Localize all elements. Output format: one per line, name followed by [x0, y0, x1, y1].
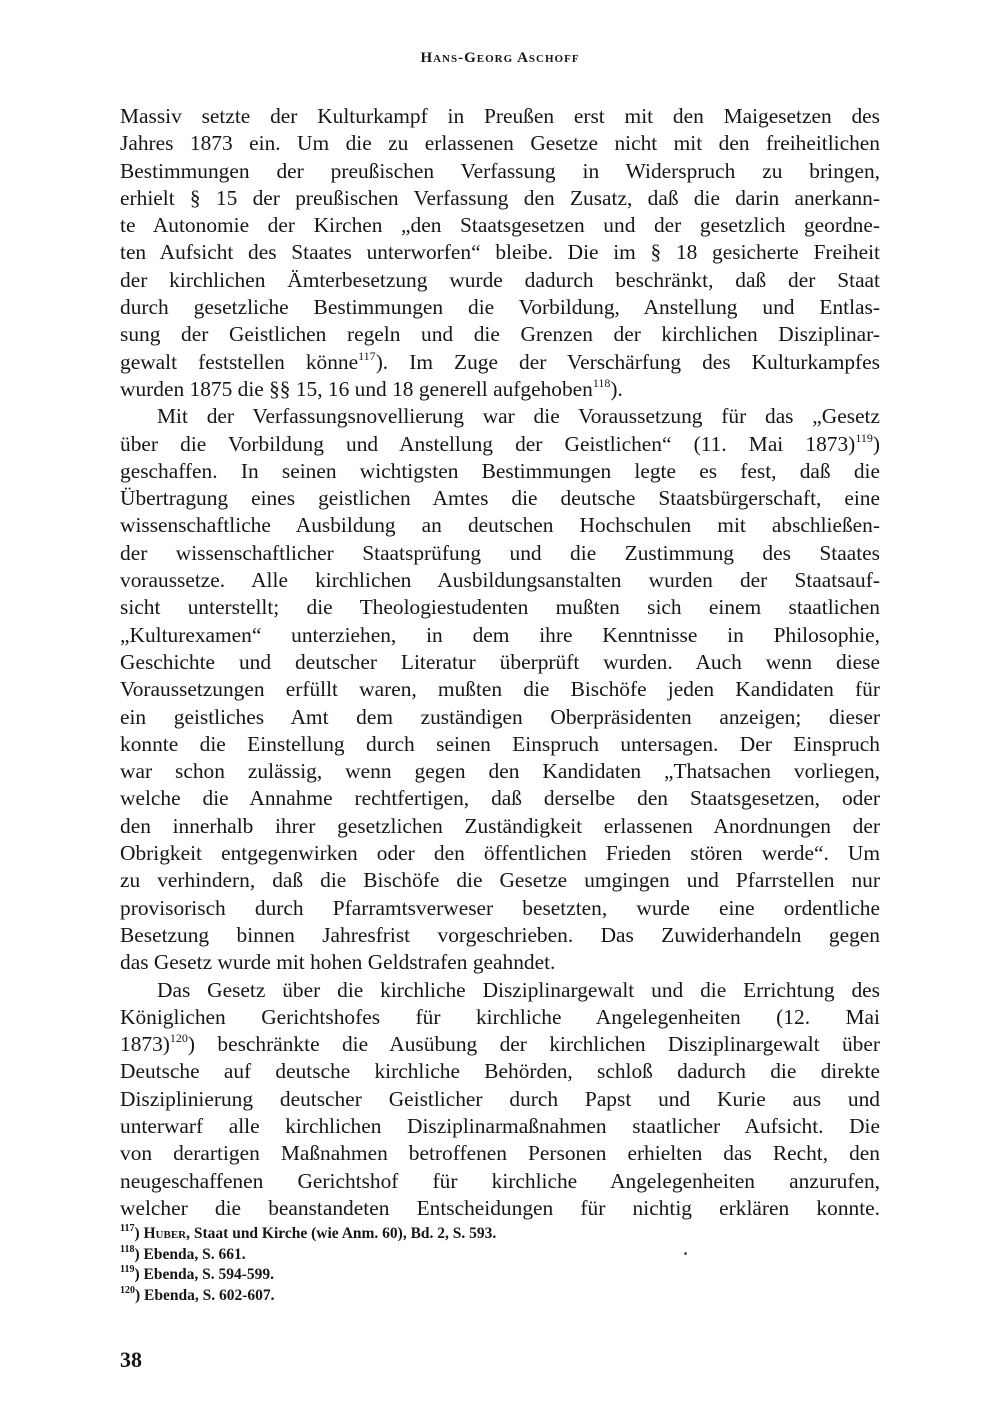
text-segment: durch gesetzliche Bestimmungen die Vorbildung, Anstellung und Entlas- — [120, 295, 880, 320]
text-line — [120, 895, 880, 922]
text-line — [120, 1113, 880, 1140]
footnote: $^{119}$) Ebenda, S. 594-599. — [120, 1264, 274, 1283]
footnote-number: 118 — [120, 1243, 135, 1255]
text-line — [120, 758, 880, 785]
text-line — [120, 294, 880, 321]
text-segment: ) — [872, 431, 880, 456]
text-line — [120, 704, 880, 731]
text-segment: der wissenschaftlicher Staatsprüfung und die Zustimmung des Staates — [120, 540, 880, 565]
text-line — [120, 731, 880, 758]
footnote: $^{118}$) Ebenda, S. 661. — [120, 1243, 246, 1263]
text-segment: Massiv setzte der Kulturkampf in Preußen erst mit den Maigesetzen des — [120, 104, 880, 128]
text-segment: ein geistliches Amt dem zuständigen Oberpräsidenten anzeigen; dieser — [120, 704, 880, 729]
text-segment: Jahres 1873 ein. Um die zu erlassenen Gesetze nicht mit den freiheitlichen — [120, 131, 880, 156]
text-segment: ). — [610, 376, 623, 401]
text-segment: Königlichen Gerichtshofes für kirchliche Angelegenheiten (12. Mai — [120, 1004, 880, 1029]
footnote-author: Huber — [143, 1225, 187, 1242]
text-segment: Mit der Verfassungsnovellierung war die Voraussetzung für das „Gesetz — [157, 404, 880, 429]
text-line — [120, 349, 880, 376]
print-speck — [684, 1252, 687, 1255]
text-line — [120, 512, 880, 539]
footnote-text: Ebenda, S. 661. — [143, 1245, 246, 1263]
text-segment: te Autonomie der Kirchen „den Staatsgesetzen und der gesetzlich geordne- — [120, 213, 880, 238]
text-line — [120, 649, 880, 676]
text-segment: Übertragung eines geistlichen Amtes die deutsche Staatsbürgerschaft, eine — [120, 486, 880, 511]
text-segment: das Gesetz wurde mit hohen Geldstrafen geahndet. — [120, 950, 556, 975]
text-line — [120, 567, 880, 594]
text-line — [120, 130, 880, 157]
text-line — [120, 403, 880, 430]
footnote-reference: 119 — [855, 430, 873, 445]
text-segment: geschaffen. In seinen wichtigsten Bestimmungen legte es fest, daß die — [120, 458, 880, 483]
footnote-number: 117 — [120, 1223, 135, 1234]
text-segment: über die Vorbildung und Anstellung der Geistlichen“ (11. Mai 1873) — [120, 431, 856, 456]
text-line — [120, 867, 880, 894]
text-line — [120, 1031, 880, 1058]
text-line — [120, 103, 880, 130]
text-segment: „Kulturexamen“ unterziehen, in dem ihre Kenntnisse in Philosophie, — [120, 622, 880, 647]
text-line — [120, 922, 880, 949]
text-segment: welcher die beanstandeten Entscheidungen für nichtig erklären konnte. — [120, 1195, 880, 1220]
text-line — [120, 321, 880, 348]
text-line — [120, 239, 880, 266]
text-line — [120, 1140, 880, 1167]
text-segment: sicht unterstellt; die Theologiestudenten mußten sich einem staatlichen — [120, 595, 880, 620]
text-segment: Deutsche auf deutsche kirchliche Behörden, schloß dadurch die direkte — [120, 1059, 880, 1084]
text-line — [120, 622, 880, 649]
text-segment: provisorisch durch Pfarramtsverweser besetzten, wurde eine ordentliche — [120, 895, 880, 920]
text-segment: welche die Annahme rechtfertigen, daß derselbe den Staatsgesetzen, oder — [120, 786, 880, 811]
page-number: 38 — [120, 1347, 142, 1372]
text-line — [120, 840, 880, 867]
text-segment: sung der Geistlichen regeln und die Grenzen der kirchlichen Disziplinar- — [120, 322, 880, 347]
footnote-separator — [190, 1196, 192, 1198]
text-line — [120, 813, 880, 840]
text-segment: Besetzung binnen Jahresfrist vorgeschrieben. Das Zuwiderhandeln gegen — [120, 922, 880, 947]
text-line — [120, 485, 880, 512]
text-segment: Voraussetzungen erfüllt waren, mußten die Bischöfe jeden Kandidaten für — [120, 677, 880, 702]
text-line — [120, 1195, 880, 1222]
text-segment: ) beschränkte die Ausübung der kirchlichen Disziplinargewalt über — [187, 1032, 880, 1057]
text-line — [120, 267, 880, 294]
text-segment: neugeschaffenen Gerichtshof für kirchliche Angelegenheiten anzurufen, — [120, 1168, 880, 1193]
running-header: Hans-Georg Aschoff — [420, 50, 580, 66]
footnote: $^{120}$) Ebenda, S. 602-607. — [120, 1284, 275, 1304]
text-segment: gewalt feststellen könne — [120, 349, 359, 374]
text-segment: Das Gesetz über die kirchliche Disziplinargewalt und die Errichtung des — [157, 977, 880, 1002]
text-line — [120, 1086, 880, 1113]
text-line — [120, 376, 880, 403]
footnote-text: Ebenda, S. 594-599. — [143, 1266, 274, 1283]
text-line — [120, 431, 880, 458]
text-segment: den innerhalb ihrer gesetzlichen Zuständigkeit erlassenen Anordnungen der — [120, 813, 880, 838]
text-segment: von derartigen Maßnahmen betroffenen Personen erhielten das Recht, den — [120, 1141, 880, 1166]
text-line — [120, 458, 880, 485]
text-line — [120, 1004, 880, 1031]
footnote-number: 120 — [120, 1284, 135, 1296]
footnote: $^{117}$) Huber, Staat und Kirche (wie Anm. 60), Bd. 2, S. 593. — [120, 1223, 497, 1242]
text-segment: Geschichte und deutscher Literatur überprüft wurden. Auch wenn diese — [120, 649, 880, 674]
footnote-number: 119 — [120, 1264, 135, 1275]
text-segment: 1873) — [120, 1032, 170, 1057]
text-segment: war schon zulässig, wenn gegen den Kandidaten „Thatsachen vorliegen, — [120, 759, 880, 784]
footnotes — [120, 1224, 880, 1306]
text-line — [120, 594, 880, 621]
text-segment: der kirchlichen Ämterbesetzung wurde dadurch beschränkt, daß der Staat — [120, 267, 880, 292]
text-segment: ten Aufsicht des Staates unterworfen“ bleibe. Die im § 18 gesicherte Freiheit — [120, 240, 880, 265]
text-line — [120, 185, 880, 212]
text-line — [120, 540, 880, 567]
text-line — [120, 158, 880, 185]
footnote-text: Ebenda, S. 602-607. — [144, 1286, 275, 1304]
text-segment: wissenschaftliche Ausbildung an deutschen Hochschulen mit abschließen- — [120, 513, 880, 538]
footnote-reference: 117 — [358, 348, 376, 363]
footnote-reference: 120 — [169, 1031, 188, 1046]
text-segment: voraussetze. Alle kirchlichen Ausbildungsanstalten wurden der Staatsauf- — [120, 568, 880, 593]
text-line — [120, 949, 880, 976]
text-segment: ). Im Zuge der Verschärfung des Kulturkampfes — [375, 349, 880, 374]
footnote-text: , Staat und Kirche (wie Anm. 60), Bd. 2, S. 593. — [186, 1225, 497, 1242]
text-line — [120, 1168, 880, 1195]
text-line — [120, 676, 880, 703]
text-segment: erhielt § 15 der preußischen Verfassung den Zusatz, daß die darin anerkann- — [120, 185, 880, 210]
text-segment: konnte die Einstellung durch seinen Einspruch untersagen. Der Einspruch — [120, 731, 880, 756]
text-line — [120, 785, 880, 812]
text-segment: Disziplinierung deutscher Geistlicher durch Papst und Kurie aus und — [120, 1086, 880, 1111]
text-line — [120, 1058, 880, 1085]
text-line — [120, 977, 880, 1004]
text-segment: wurden 1875 die §§ 15, 16 und 18 generell aufgehoben — [120, 376, 593, 401]
text-segment: unterwarf alle kirchlichen Disziplinarmaßnahmen staatlicher Aufsicht. Die — [120, 1113, 880, 1138]
text-segment: Bestimmungen der preußischen Verfassung in Widerspruch zu bringen, — [120, 158, 880, 183]
text-segment: Obrigkeit entgegenwirken oder den öffentlichen Frieden stören werde“. Um — [120, 841, 880, 866]
text-line — [120, 212, 880, 239]
text-segment: zu verhindern, daß die Bischöfe die Gesetze umgingen und Pfarrstellen nur — [120, 868, 880, 893]
body-text — [120, 103, 880, 1222]
footnote-reference: 118 — [592, 375, 611, 390]
